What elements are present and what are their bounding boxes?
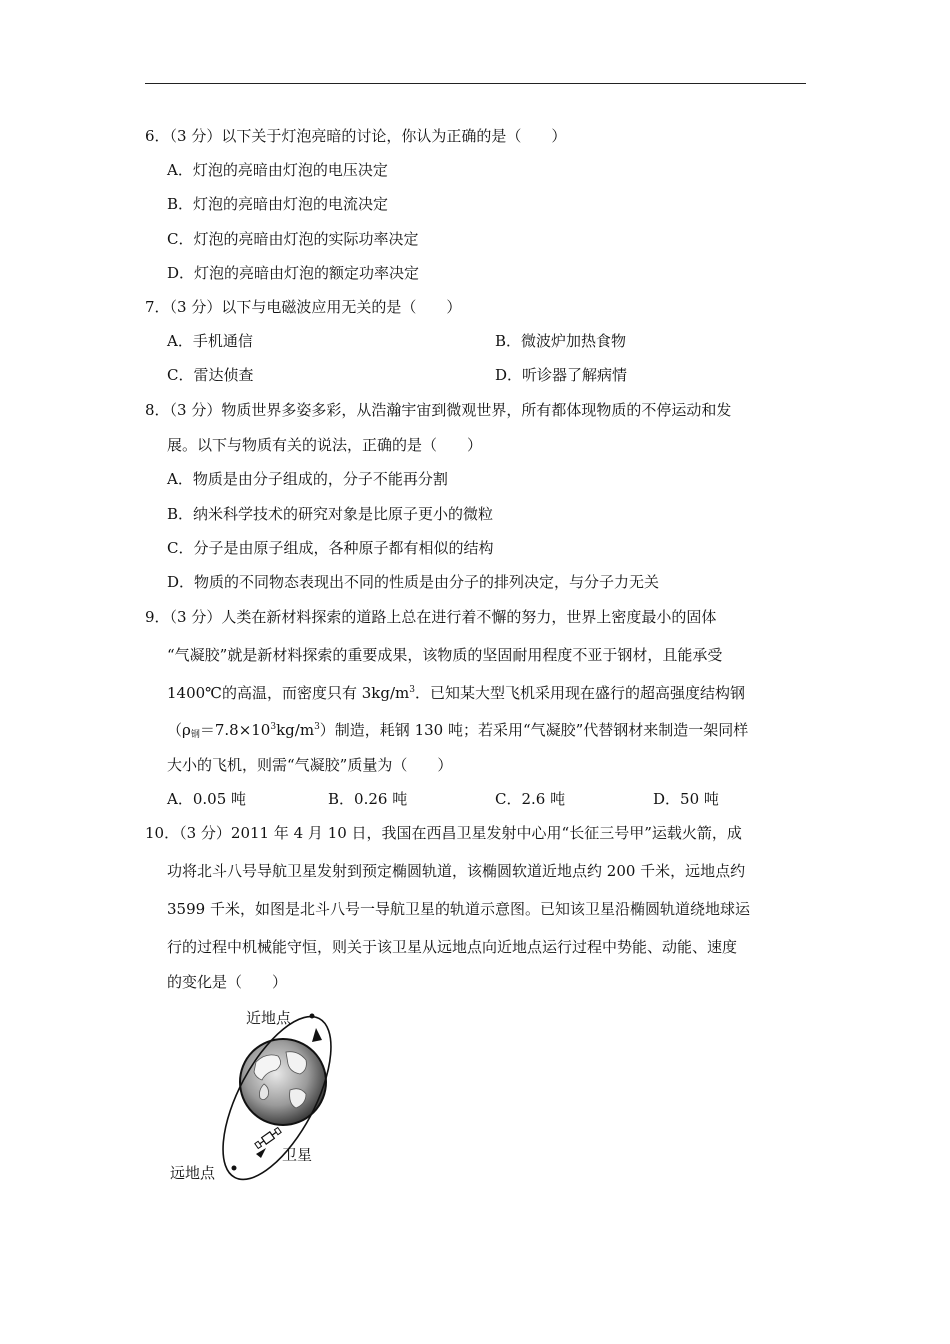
question-8-stem-line-1: 8．（3 分）物质世界多姿多彩，从浩瀚宇宙到微观世界，所有都体现物质的不停运动和发 xyxy=(145,401,732,419)
question-9-stem-line-2: “气凝胶”就是新材料探索的重要成果，该物质的坚固耐用程度不亚于钢材，且能承受 xyxy=(167,646,723,664)
question-6-option-b: B．灯泡的亮暗由灯泡的电流决定 xyxy=(167,195,389,213)
question-9-stem-line-5: 大小的飞机，则需“气凝胶”质量为（ ） xyxy=(167,756,453,774)
apogee-point xyxy=(232,1166,237,1171)
apogee-label: 远地点 xyxy=(170,1164,216,1182)
question-6-option-a: A．灯泡的亮暗由灯泡的电压决定 xyxy=(167,161,388,179)
question-10-stem-line-2: 功将北斗八号导航卫星发射到预定椭圆轨道，该椭圆软道近地点约 200 千米，远地点约 xyxy=(167,862,746,880)
orbit-direction-arrow-icon xyxy=(312,1028,322,1042)
question-10-stem-line-4: 行的过程中机械能守恒，则关于该卫星从远地点向近地点运行过程中势能、动能、速度 xyxy=(167,938,738,956)
perigee-point xyxy=(310,1014,315,1019)
question-9-stem-line-3: 1400℃的高温，而密度只有 $3kg/m^3$．已知某大型飞机采用现在盛行的超高强度结构钢 xyxy=(167,684,745,702)
question-6-option-c: C．灯泡的亮暗由灯泡的实际功率决定 xyxy=(167,230,419,248)
question-7-option-c: C．雷达侦查 xyxy=(167,366,254,384)
question-7-option-b: B．微波炉加热食物 xyxy=(495,332,627,350)
question-8-option-b: B．纳米科学技术的研究对象是比原子更小的微粒 xyxy=(167,505,494,523)
question-7-option-d: D．听诊器了解病情 xyxy=(495,366,628,384)
question-8-option-c: C．分子是由原子组成，各种原子都有相似的结构 xyxy=(167,539,494,557)
question-9-option-a: A．0.05 吨 xyxy=(167,790,246,808)
question-6-option-d: D．灯泡的亮暗由灯泡的额定功率决定 xyxy=(167,264,420,282)
header-rule xyxy=(145,83,806,84)
question-9-stem-line-1: 9．（3 分）人类在新材料探索的道路上总在进行着不懈的努力，世界上密度最小的固体 xyxy=(145,608,717,626)
question-10-stem-line-1: 10．（3 分）2011 年 4 月 10 日，我国在西昌卫星发射中心用“长征三号甲”运载火箭，成 xyxy=(145,824,742,842)
satellite-orbit-diagram xyxy=(160,1002,360,1192)
question-6-stem: 6．（3 分）以下关于灯泡亮暗的讨论，你认为正确的是（ ） xyxy=(145,127,567,145)
question-9-stem-line-4: $(\rho_钢=7.8\times 10^3kg/m^3)$制造，耗钢 130 吨；若采用“气凝胶”代替钢材来制造一架同样 xyxy=(167,721,749,740)
satellite-label: 卫星 xyxy=(282,1146,313,1164)
question-8-stem-line-2: 展。以下与物质有关的说法，正确的是（ ） xyxy=(167,436,483,454)
question-7-option-a: A．手机通信 xyxy=(167,332,253,350)
perigee-label: 近地点 xyxy=(246,1009,292,1027)
orbit-direction-arrow-apogee-icon xyxy=(256,1148,266,1158)
question-10-stem-line-5: 的变化是（ ） xyxy=(167,973,288,991)
question-8-option-d: D．物质的不同物态表现出不同的性质是由分子的排列决定，与分子力无关 xyxy=(167,573,660,591)
question-9-option-d: D．50 吨 xyxy=(653,790,719,808)
question-9-option-c: C．2.6 吨 xyxy=(495,790,566,808)
satellite-icon xyxy=(254,1127,282,1150)
question-9-option-b: B．0.26 吨 xyxy=(328,790,408,808)
question-8-option-a: A．物质是由分子组成的，分子不能再分割 xyxy=(167,470,448,488)
question-10-stem-line-3: 3599 千米，如图是北斗八号一导航卫星的轨道示意图。已知该卫星沿椭圆轨道绕地球运 xyxy=(167,900,750,918)
question-7-stem: 7．（3 分）以下与电磁波应用无关的是（ ） xyxy=(145,298,462,316)
